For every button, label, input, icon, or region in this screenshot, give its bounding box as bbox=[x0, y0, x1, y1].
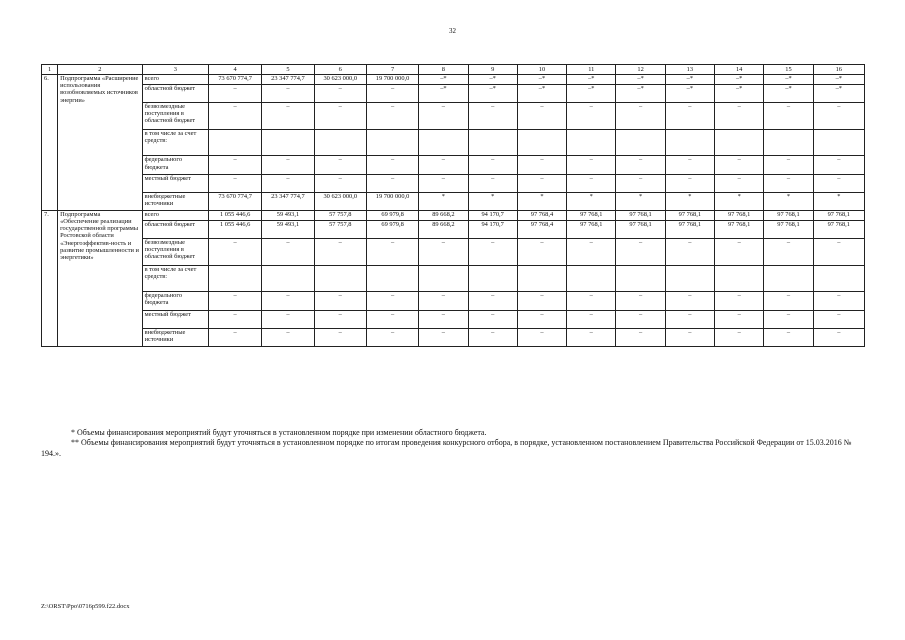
value-cell: 94 170,7 bbox=[468, 220, 517, 238]
funding-source: внебюджетные источники bbox=[142, 192, 208, 210]
value-cell: * bbox=[764, 192, 813, 210]
footnotes bbox=[41, 428, 865, 459]
value-cell: –* bbox=[665, 84, 714, 102]
table-row bbox=[42, 328, 865, 346]
funding-source: областной бюджет bbox=[142, 84, 208, 102]
value-cell: – bbox=[208, 310, 261, 328]
value-cell: 57 757,8 bbox=[314, 210, 366, 220]
value-cell: – bbox=[764, 310, 813, 328]
value-cell: – bbox=[208, 84, 261, 102]
value-cell: – bbox=[419, 156, 468, 174]
value-cell: – bbox=[616, 156, 665, 174]
value-cell: * bbox=[665, 192, 714, 210]
value-cell: –* bbox=[567, 84, 616, 102]
value-cell: – bbox=[262, 84, 314, 102]
value-cell: * bbox=[715, 192, 764, 210]
value-cell: 94 170,7 bbox=[468, 210, 517, 220]
value-cell: – bbox=[715, 102, 764, 129]
value-cell: 89 668,2 bbox=[419, 210, 468, 220]
value-cell: –* bbox=[616, 84, 665, 102]
table-row bbox=[42, 292, 865, 310]
value-cell: 19 700 000,0 bbox=[366, 192, 418, 210]
value-cell: – bbox=[314, 292, 366, 310]
value-cell: – bbox=[366, 174, 418, 192]
funding-source: безвозмездные поступления в областной бюджет bbox=[142, 238, 208, 265]
value-cell: 23 347 774,7 bbox=[262, 75, 314, 85]
value-cell: 59 493,1 bbox=[262, 220, 314, 238]
value-cell: – bbox=[208, 156, 261, 174]
page-number: 32 bbox=[449, 27, 456, 35]
value-cell: – bbox=[764, 156, 813, 174]
value-cell: – bbox=[616, 102, 665, 129]
value-cell bbox=[262, 265, 314, 292]
value-cell: 73 670 774,7 bbox=[208, 192, 261, 210]
value-cell: – bbox=[517, 238, 566, 265]
value-cell bbox=[764, 129, 813, 156]
table-row bbox=[42, 220, 865, 238]
value-cell bbox=[366, 129, 418, 156]
value-cell bbox=[517, 265, 566, 292]
value-cell: – bbox=[813, 102, 864, 129]
value-cell: 59 493,1 bbox=[262, 210, 314, 220]
value-cell bbox=[616, 265, 665, 292]
value-cell: – bbox=[517, 174, 566, 192]
value-cell: – bbox=[419, 238, 468, 265]
value-cell: 97 768,1 bbox=[665, 210, 714, 220]
value-cell: 97 768,1 bbox=[764, 220, 813, 238]
value-cell bbox=[314, 265, 366, 292]
value-cell bbox=[715, 265, 764, 292]
value-cell: 97 768,1 bbox=[665, 220, 714, 238]
value-cell: –* bbox=[764, 84, 813, 102]
value-cell: – bbox=[314, 328, 366, 346]
value-cell bbox=[208, 129, 261, 156]
value-cell: – bbox=[764, 292, 813, 310]
value-cell: – bbox=[366, 310, 418, 328]
value-cell: – bbox=[468, 238, 517, 265]
value-cell: 69 979,8 bbox=[366, 210, 418, 220]
funding-source: в том числе за счет средств: bbox=[142, 265, 208, 292]
value-cell bbox=[616, 129, 665, 156]
value-cell: – bbox=[715, 292, 764, 310]
value-cell: * bbox=[567, 192, 616, 210]
funding-source: всего bbox=[142, 210, 208, 220]
value-cell bbox=[764, 265, 813, 292]
value-cell: 97 768,1 bbox=[715, 220, 764, 238]
header-cell: 15 bbox=[764, 65, 813, 75]
value-cell: – bbox=[813, 156, 864, 174]
value-cell: –* bbox=[764, 75, 813, 85]
value-cell: * bbox=[517, 192, 566, 210]
value-cell bbox=[665, 265, 714, 292]
value-cell: – bbox=[314, 156, 366, 174]
value-cell: – bbox=[715, 156, 764, 174]
value-cell: –* bbox=[813, 75, 864, 85]
value-cell: – bbox=[208, 292, 261, 310]
value-cell: 97 768,1 bbox=[567, 210, 616, 220]
value-cell: – bbox=[517, 310, 566, 328]
value-cell: 1 055 446,6 bbox=[208, 210, 261, 220]
header-cell: 13 bbox=[665, 65, 714, 75]
value-cell: – bbox=[813, 238, 864, 265]
value-cell: – bbox=[764, 102, 813, 129]
value-cell: 73 670 774,7 bbox=[208, 75, 261, 85]
table-row bbox=[42, 192, 865, 210]
value-cell: – bbox=[468, 102, 517, 129]
value-cell: – bbox=[314, 238, 366, 265]
value-cell: – bbox=[517, 292, 566, 310]
value-cell: – bbox=[208, 102, 261, 129]
value-cell: * bbox=[468, 192, 517, 210]
value-cell: 97 768,1 bbox=[567, 220, 616, 238]
value-cell bbox=[419, 265, 468, 292]
value-cell: – bbox=[665, 328, 714, 346]
value-cell: 57 757,8 bbox=[314, 220, 366, 238]
program-name: Подпрограмма «Обеспечение реализации государственной программы Ростовской области «Энергоэффектив-ность и развитие промышленности и энергетики» bbox=[58, 210, 143, 346]
footnote-2: ** Объемы финансирования мероприятий будут уточняться в установленном порядке по итогам проведения конкурсного отбора, в порядке, установленном постановлением Правительства Российской Федерации от 15.03.2016 № 194.». bbox=[41, 438, 852, 458]
value-cell bbox=[419, 129, 468, 156]
value-cell: –* bbox=[517, 84, 566, 102]
value-cell bbox=[813, 265, 864, 292]
value-cell bbox=[813, 129, 864, 156]
value-cell: – bbox=[314, 84, 366, 102]
value-cell: –* bbox=[419, 75, 468, 85]
value-cell: – bbox=[366, 102, 418, 129]
value-cell: – bbox=[517, 102, 566, 129]
value-cell: – bbox=[208, 174, 261, 192]
value-cell: – bbox=[366, 328, 418, 346]
funding-source: местный бюджет bbox=[142, 174, 208, 192]
value-cell: – bbox=[567, 174, 616, 192]
table-row bbox=[42, 174, 865, 192]
funding-source: областной бюджет bbox=[142, 220, 208, 238]
value-cell: – bbox=[665, 174, 714, 192]
value-cell: – bbox=[419, 102, 468, 129]
value-cell: – bbox=[567, 292, 616, 310]
value-cell bbox=[314, 129, 366, 156]
value-cell: – bbox=[262, 174, 314, 192]
value-cell: 97 768,4 bbox=[517, 220, 566, 238]
value-cell bbox=[366, 265, 418, 292]
funding-source: федерального бюджета bbox=[142, 292, 208, 310]
value-cell: – bbox=[314, 310, 366, 328]
value-cell bbox=[715, 129, 764, 156]
funding-source: всего bbox=[142, 75, 208, 85]
value-cell: – bbox=[262, 156, 314, 174]
table-row bbox=[42, 156, 865, 174]
value-cell: – bbox=[517, 328, 566, 346]
value-cell: – bbox=[567, 238, 616, 265]
header-cell: 9 bbox=[468, 65, 517, 75]
header-cell: 5 bbox=[262, 65, 314, 75]
value-cell: – bbox=[715, 238, 764, 265]
value-cell: – bbox=[262, 102, 314, 129]
value-cell: 97 768,1 bbox=[616, 220, 665, 238]
value-cell: – bbox=[764, 238, 813, 265]
funding-source: в том числе за счет средств: bbox=[142, 129, 208, 156]
value-cell: – bbox=[715, 174, 764, 192]
program-index: 6. bbox=[42, 75, 58, 211]
header-cell: 16 bbox=[813, 65, 864, 75]
value-cell: –* bbox=[468, 84, 517, 102]
value-cell bbox=[468, 265, 517, 292]
value-cell: 1 055 446,6 bbox=[208, 220, 261, 238]
value-cell: – bbox=[616, 292, 665, 310]
program-index: 7. bbox=[42, 210, 58, 346]
value-cell: –* bbox=[715, 84, 764, 102]
value-cell: – bbox=[567, 156, 616, 174]
header-cell: 2 bbox=[58, 65, 143, 75]
value-cell: 30 623 000,0 bbox=[314, 192, 366, 210]
value-cell: * bbox=[813, 192, 864, 210]
value-cell bbox=[208, 265, 261, 292]
value-cell: – bbox=[366, 292, 418, 310]
value-cell: – bbox=[616, 238, 665, 265]
table-row bbox=[42, 84, 865, 102]
value-cell: –* bbox=[715, 75, 764, 85]
value-cell: – bbox=[813, 310, 864, 328]
funding-source: внебюджетные источники bbox=[142, 328, 208, 346]
value-cell: – bbox=[715, 328, 764, 346]
value-cell: 97 768,4 bbox=[517, 210, 566, 220]
value-cell bbox=[517, 129, 566, 156]
financing-table bbox=[41, 64, 865, 347]
header-cell: 6 bbox=[314, 65, 366, 75]
value-cell: – bbox=[517, 156, 566, 174]
value-cell: –* bbox=[517, 75, 566, 85]
value-cell: – bbox=[419, 292, 468, 310]
table-row bbox=[42, 102, 865, 129]
value-cell: 23 347 774,7 bbox=[262, 192, 314, 210]
footnote-1: * Объемы финансирования мероприятий будут уточняться в установленном порядке при изменении областного бюджета. bbox=[71, 428, 487, 437]
value-cell: –* bbox=[567, 75, 616, 85]
value-cell: – bbox=[665, 310, 714, 328]
table-row bbox=[42, 129, 865, 156]
value-cell: – bbox=[366, 84, 418, 102]
value-cell: * bbox=[419, 192, 468, 210]
value-cell: – bbox=[366, 238, 418, 265]
value-cell: 97 768,1 bbox=[616, 210, 665, 220]
table-row bbox=[42, 210, 865, 220]
table-row bbox=[42, 265, 865, 292]
table-row bbox=[42, 75, 865, 85]
value-cell: – bbox=[419, 310, 468, 328]
funding-source: местный бюджет bbox=[142, 310, 208, 328]
value-cell: – bbox=[616, 174, 665, 192]
value-cell: – bbox=[567, 310, 616, 328]
value-cell: – bbox=[314, 174, 366, 192]
header-cell: 7 bbox=[366, 65, 418, 75]
value-cell: – bbox=[419, 174, 468, 192]
header-cell: 1 bbox=[42, 65, 58, 75]
value-cell: –* bbox=[813, 84, 864, 102]
value-cell: – bbox=[813, 328, 864, 346]
value-cell: – bbox=[764, 328, 813, 346]
value-cell: – bbox=[366, 156, 418, 174]
value-cell: –* bbox=[419, 84, 468, 102]
value-cell: – bbox=[314, 102, 366, 129]
value-cell: – bbox=[262, 292, 314, 310]
value-cell: – bbox=[567, 328, 616, 346]
value-cell: 19 700 000,0 bbox=[366, 75, 418, 85]
value-cell: – bbox=[813, 174, 864, 192]
header-cell: 14 bbox=[715, 65, 764, 75]
value-cell: – bbox=[567, 102, 616, 129]
value-cell: – bbox=[813, 292, 864, 310]
program-name: Подпрограмма «Расширение использования возобновляемых источников энергии» bbox=[58, 75, 143, 211]
value-cell: – bbox=[764, 174, 813, 192]
value-cell: – bbox=[262, 310, 314, 328]
value-cell: –* bbox=[665, 75, 714, 85]
value-cell: – bbox=[665, 238, 714, 265]
value-cell: –* bbox=[616, 75, 665, 85]
value-cell bbox=[567, 265, 616, 292]
value-cell: – bbox=[665, 292, 714, 310]
value-cell: – bbox=[262, 238, 314, 265]
value-cell: – bbox=[665, 156, 714, 174]
header-cell: 3 bbox=[142, 65, 208, 75]
table-row bbox=[42, 310, 865, 328]
value-cell: – bbox=[468, 328, 517, 346]
value-cell: – bbox=[665, 102, 714, 129]
funding-source: безвозмездные поступления в областной бюджет bbox=[142, 102, 208, 129]
value-cell bbox=[665, 129, 714, 156]
value-cell: 97 768,1 bbox=[715, 210, 764, 220]
value-cell: – bbox=[468, 310, 517, 328]
value-cell: – bbox=[616, 328, 665, 346]
value-cell: – bbox=[208, 328, 261, 346]
value-cell: 97 768,1 bbox=[813, 210, 864, 220]
value-cell: – bbox=[468, 292, 517, 310]
header-cell: 8 bbox=[419, 65, 468, 75]
value-cell bbox=[468, 129, 517, 156]
value-cell: 97 768,1 bbox=[764, 210, 813, 220]
value-cell: 69 979,8 bbox=[366, 220, 418, 238]
value-cell: – bbox=[715, 310, 764, 328]
value-cell: – bbox=[419, 328, 468, 346]
value-cell: – bbox=[468, 174, 517, 192]
file-path: Z:\ORST\Ppo\0716p599.f22.docx bbox=[41, 603, 130, 610]
header-cell: 4 bbox=[208, 65, 261, 75]
value-cell: – bbox=[262, 328, 314, 346]
value-cell bbox=[262, 129, 314, 156]
value-cell: –* bbox=[468, 75, 517, 85]
value-cell: 89 668,2 bbox=[419, 220, 468, 238]
value-cell: – bbox=[468, 156, 517, 174]
value-cell: – bbox=[208, 238, 261, 265]
header-row bbox=[42, 65, 865, 75]
header-cell: 11 bbox=[567, 65, 616, 75]
value-cell: 97 768,1 bbox=[813, 220, 864, 238]
funding-source: федерального бюджета bbox=[142, 156, 208, 174]
value-cell: * bbox=[616, 192, 665, 210]
table-row bbox=[42, 238, 865, 265]
value-cell: – bbox=[616, 310, 665, 328]
header-cell: 12 bbox=[616, 65, 665, 75]
value-cell bbox=[567, 129, 616, 156]
value-cell: 30 623 000,0 bbox=[314, 75, 366, 85]
header-cell: 10 bbox=[517, 65, 566, 75]
